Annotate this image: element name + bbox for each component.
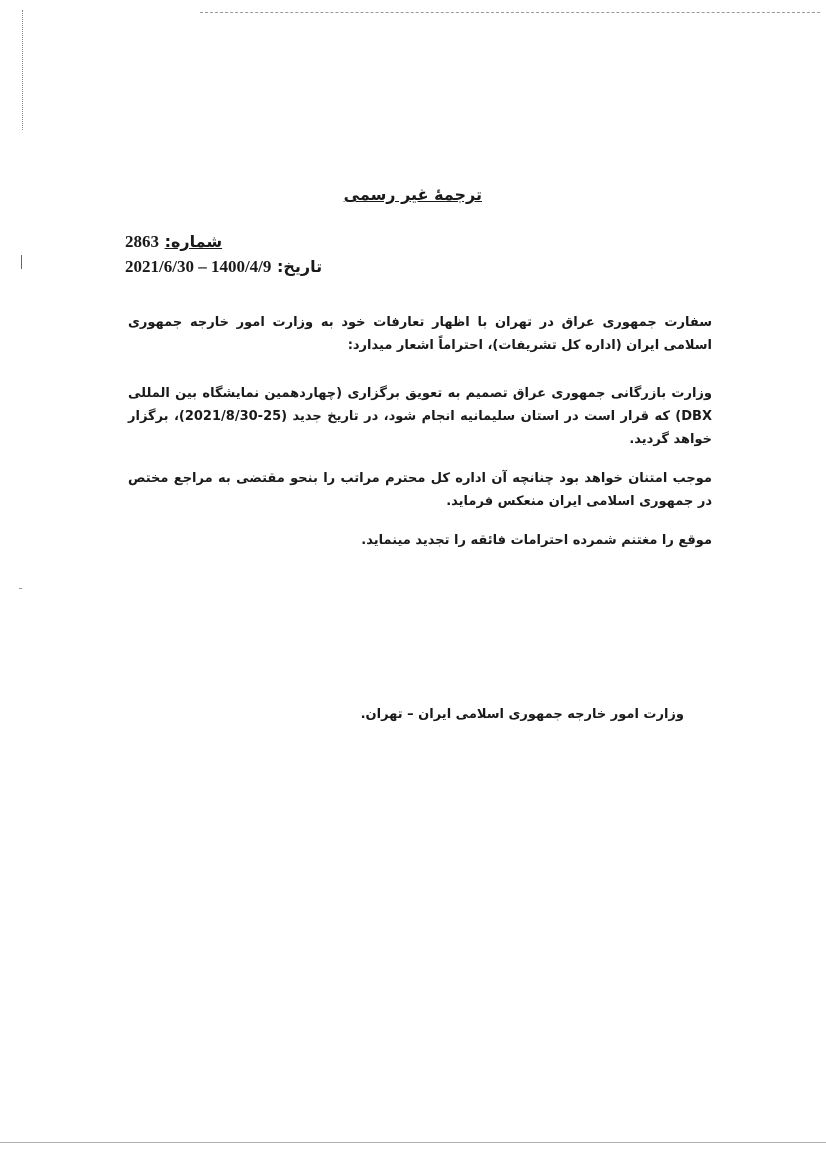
recipient-line: وزارت امور خارجه جمهوری اسلامی ایران – تهران. (360, 707, 684, 722)
scan-mark (19, 588, 22, 589)
document-date-label: تاریخ: (276, 257, 323, 276)
body-paragraph: سفارت جمهوری عراق در تهران با اظهار تعارفات خود به وزارت امور خارجه جمهوری اسلامی ایران (اداره کل تشریفات)، احتراماً اشعار میدارد: (128, 315, 712, 353)
scan-mark (21, 255, 22, 269)
closing-paragraph: موقع را مغتنم شمرده احترامات فائقه را تجدید مینماید. (361, 533, 712, 548)
scan-edge-bottom (0, 1142, 826, 1143)
body-paragraph: وزارت بازرگانی جمهوری عراق تصمیم به تعویق برگزاری (چهاردهمین نمایشگاه بین المللی DBX) که قرار است در استان سلیمانیه انجام شود، در تاریخ جدید (25-2021/8/30)، برگزار خواهد گردید. (128, 386, 712, 447)
body-paragraph: موجب امتنان خواهد بود چنانچه آن اداره کل محترم مراتب را بنحو مقتضی به مراجع مختص در جمهوری اسلامی ایران منعکس فرماید. (128, 471, 712, 509)
scan-edge-top (200, 12, 820, 13)
scan-edge-left (22, 10, 23, 130)
document-number-value: 2863 (125, 232, 159, 251)
document-number-label: شماره: (164, 232, 223, 251)
document-title: ترجمهٔ غیر رسمی (343, 185, 482, 204)
document-number-line (125, 232, 485, 252)
document-date-line (125, 257, 485, 277)
document-date-value: 2021/6/30 – 1400/4/9 (125, 257, 272, 276)
